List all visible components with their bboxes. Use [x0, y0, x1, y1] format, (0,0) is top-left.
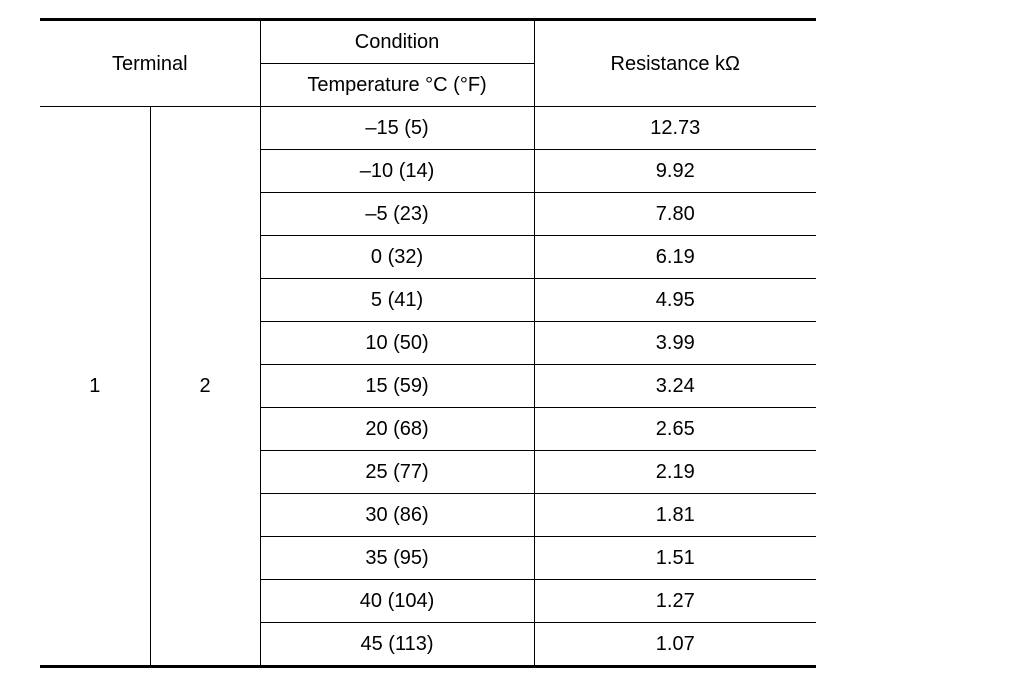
temperature-cell: –10 (14) — [260, 150, 534, 193]
resistance-cell: 2.65 — [534, 408, 816, 451]
resistance-cell: 3.24 — [534, 365, 816, 408]
resistance-cell: 1.07 — [534, 623, 816, 667]
resistance-cell: 2.19 — [534, 451, 816, 494]
resistance-cell: 1.27 — [534, 580, 816, 623]
resistance-header: Resistance kΩ — [534, 20, 816, 107]
temperature-header: Temperature °C (°F) — [260, 64, 534, 107]
condition-header: Condition — [260, 20, 534, 64]
temperature-cell: 30 (86) — [260, 494, 534, 537]
temperature-cell: 35 (95) — [260, 537, 534, 580]
temperature-cell: –15 (5) — [260, 107, 534, 150]
resistance-cell: 9.92 — [534, 150, 816, 193]
resistance-cell: 6.19 — [534, 236, 816, 279]
resistance-cell: 12.73 — [534, 107, 816, 150]
resistance-cell: 4.95 — [534, 279, 816, 322]
temperature-cell: 45 (113) — [260, 623, 534, 667]
terminal-positive: 1 — [40, 107, 150, 667]
temperature-cell: –5 (23) — [260, 193, 534, 236]
table-row — [40, 107, 816, 150]
temperature-cell: 20 (68) — [260, 408, 534, 451]
terminal-header: Terminal — [40, 20, 260, 107]
temperature-cell: 40 (104) — [260, 580, 534, 623]
resistance-cell: 1.51 — [534, 537, 816, 580]
temperature-cell: 10 (50) — [260, 322, 534, 365]
temperature-cell: 0 (32) — [260, 236, 534, 279]
temperature-cell: 15 (59) — [260, 365, 534, 408]
temperature-cell: 5 (41) — [260, 279, 534, 322]
resistance-cell: 7.80 — [534, 193, 816, 236]
temperature-cell: 25 (77) — [260, 451, 534, 494]
resistance-cell: 1.81 — [534, 494, 816, 537]
resistance-cell: 3.99 — [534, 322, 816, 365]
terminal-negative: 2 — [150, 107, 260, 667]
resistance-spec-table — [40, 18, 816, 668]
